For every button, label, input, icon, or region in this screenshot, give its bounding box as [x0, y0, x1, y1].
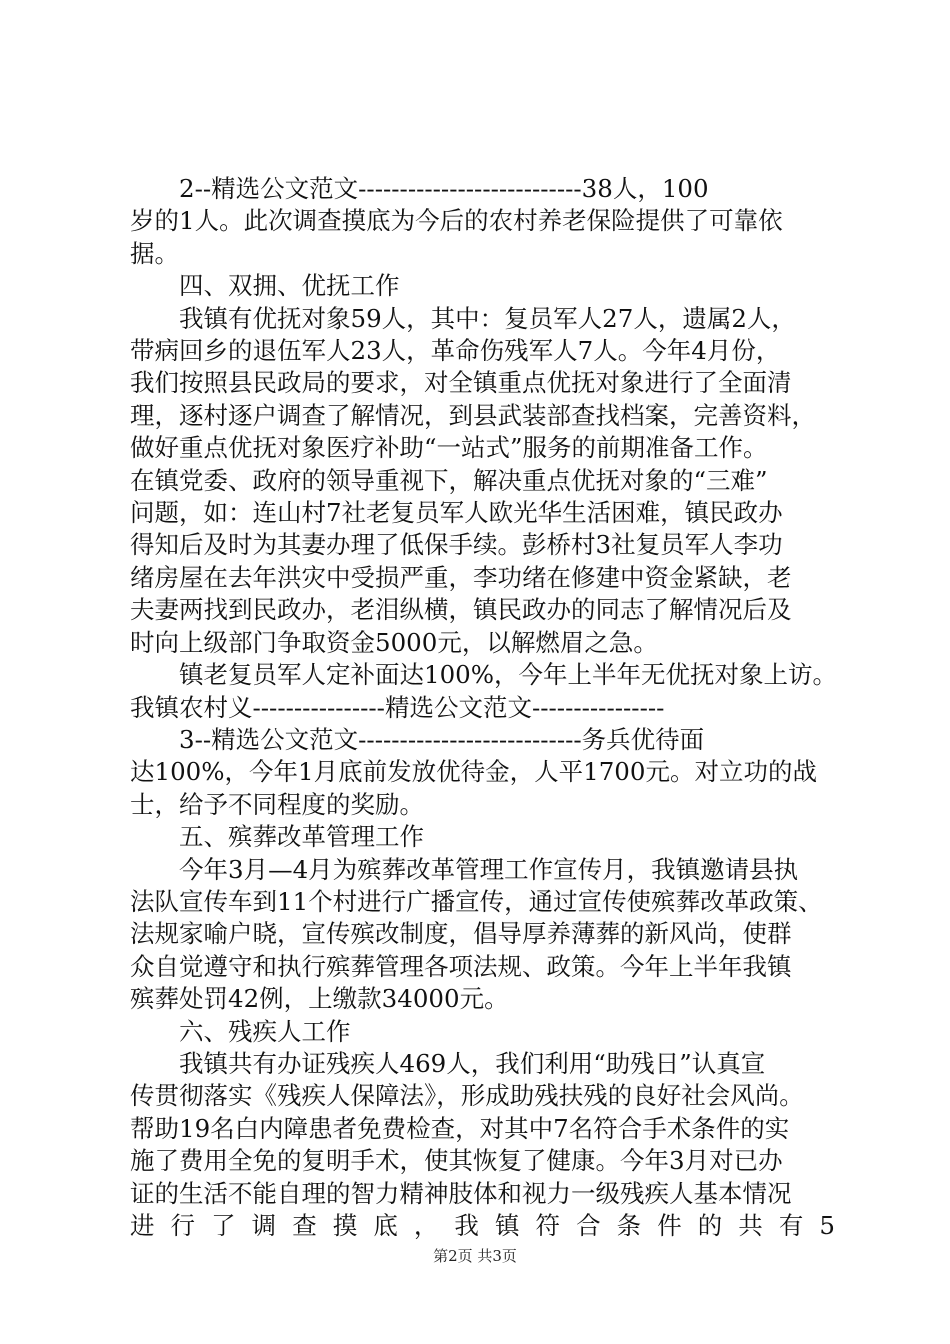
text-line: 2--精选公文范文---------------------------38人，100: [179, 174, 709, 203]
text-line: 我们按照县民政局的要求，对全镇重点优抚对象进行了全面清: [130, 368, 792, 398]
text-line: 六、残疾人工作: [179, 1016, 351, 1046]
text-line: 四、双拥、优抚工作: [179, 271, 400, 301]
text-line: 时向上级部门争取资金5000元，以解燃眉之急。: [130, 627, 658, 657]
text-line: 我镇有优抚对象59人，其中：复员军人27人，遗属2人，: [179, 303, 796, 333]
document-body: [130, 173, 838, 1242]
text-line: 绪房屋在去年洪灾中受损严重，李功绪在修建中资金紧缺，老: [130, 562, 792, 592]
text-line: 众自觉遵守和执行殡葬管理各项法规、政策。今年上半年我镇: [130, 951, 792, 981]
text-line: 传贯彻落实《残疾人保障法》，形成助残扶残的良好社会风尚。: [130, 1081, 804, 1111]
text-line: 在镇党委、政府的领导重视下，解决重点优抚对象的“三难”: [130, 465, 768, 495]
text-line: 得知后及时为其妻办理了低保手续。彭桥村3社复员军人李功: [130, 530, 783, 560]
text-line: 我镇共有办证残疾人469人，我们利用“助残日”认真宣: [179, 1048, 766, 1078]
text-line: 五、殡葬改革管理工作: [179, 822, 424, 852]
text-line: 据。: [130, 238, 179, 268]
text-line: 理，逐村逐户调查了解情况，到县武装部查找档案，完善资料，: [130, 400, 816, 430]
text-line: 今年3月—4月为殡葬改革管理工作宣传月，我镇邀请县执: [179, 854, 799, 884]
text-line: 法队宣传车到11个村进行广播宣传，通过宣传使殡葬改革政策、: [130, 886, 823, 916]
text-line: 镇老复员军人定补面达100%，今年上半年无优抚对象上访。: [179, 660, 838, 690]
text-line: 殡葬处罚42例，上缴款34000元。: [130, 984, 509, 1014]
text-line: 我镇农村义----------------精选公文范文----------------: [130, 692, 665, 722]
text-line: 岁的1人。此次调查摸底为今后的农村养老保险提供了可靠依: [130, 206, 783, 236]
text-line: 带病回乡的退伍军人23人，革命伤残军人7人。今年4月份，: [130, 336, 781, 366]
text-line: 证的生活不能自理的智力精神肢体和视力一级残疾人基本情况: [130, 1178, 792, 1208]
page-footer: 第2页 共3页: [433, 1247, 517, 1265]
text-line: 法规家喻户晓，宣传殡改制度，倡导厚养薄葬的新风尚，使群: [130, 919, 792, 949]
text-line: 夫妻两找到民政办，老泪纵横，镇民政办的同志了解情况后及: [130, 595, 792, 625]
text-line: 做好重点优抚对象医疗补助“一站式”服务的前期准备工作。: [130, 433, 768, 463]
text-line: 士，给予不同程度的奖励。: [130, 789, 424, 819]
text-line: 帮助19名白内障患者免费检查，对其中7名符合手术条件的实: [130, 1113, 790, 1143]
text-line: 问题，如：连山村7社老复员军人欧光华生活困难，镇民政办: [130, 498, 783, 528]
text-line: 3--精选公文范文---------------------------务兵优待面: [179, 724, 705, 754]
text-line: 达100%，今年1月底前发放优待金，人平1700元。对立功的战: [130, 757, 817, 787]
text-line: 进行了调查摸底，我镇符合条件的共有5: [130, 1211, 835, 1240]
text-line: 施了费用全免的复明手术，使其恢复了健康。今年3月对已办: [130, 1146, 783, 1176]
